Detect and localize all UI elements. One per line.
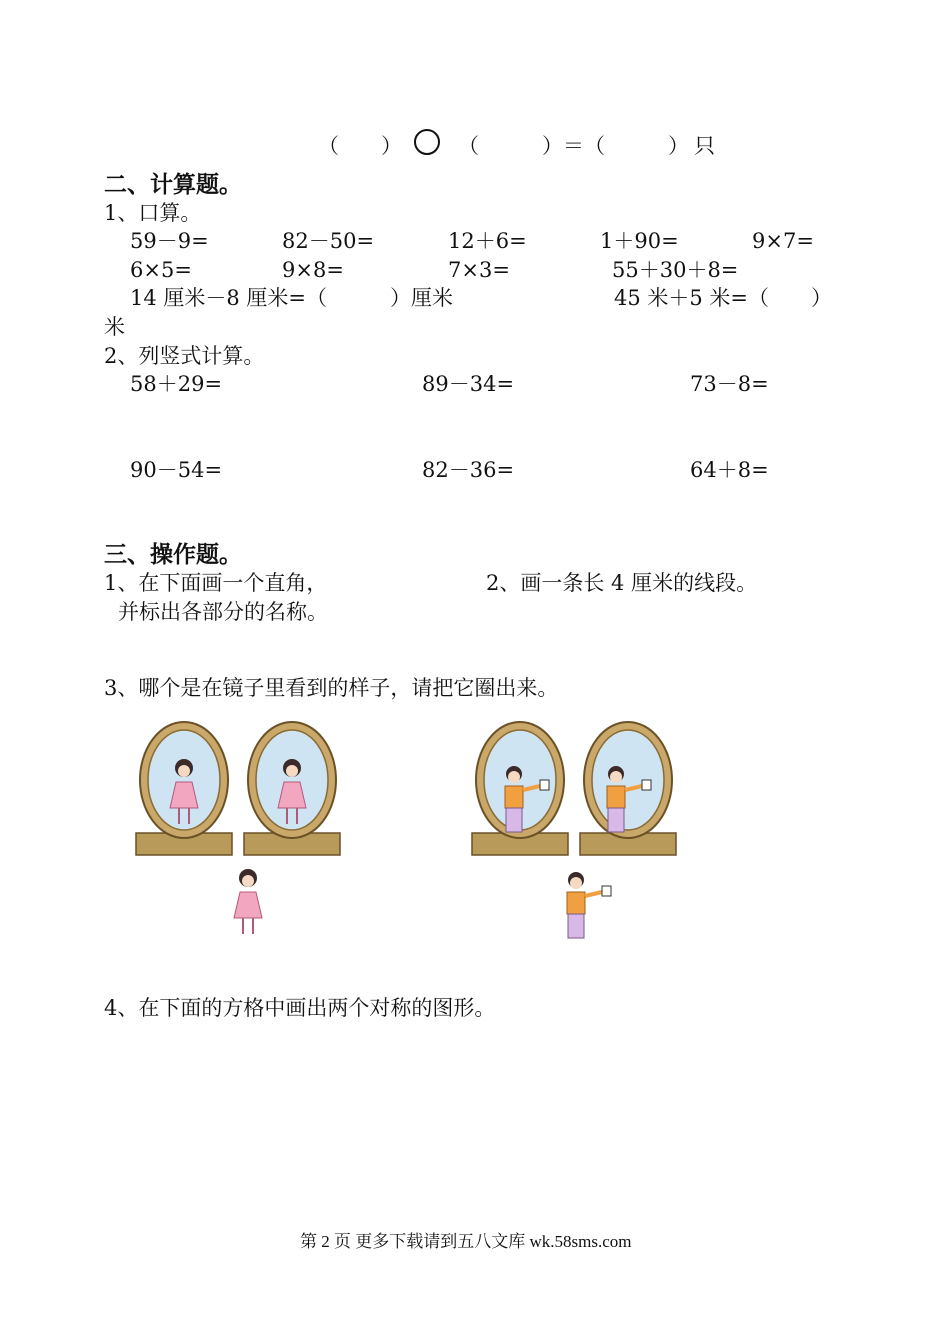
girl-mirrors-illustration xyxy=(130,718,360,950)
q1-right-angle-2: 并标出各部分的名称。 xyxy=(118,600,328,624)
oral-item: 1＋90= xyxy=(600,229,679,253)
girl-figure xyxy=(234,869,262,934)
oral-item-length: 14 厘米－8 厘米=（ ）厘米 xyxy=(130,286,454,310)
q2-line-segment: 2、画一条长 4 厘米的线段。 xyxy=(486,571,758,595)
q3-mirror: 3、哪个是在镜子里看到的样子，请把它圈出来。 xyxy=(104,676,559,700)
oral-item: 7×3= xyxy=(448,258,510,282)
oral-item: 6×5= xyxy=(130,258,192,282)
boy-mirrors-illustration xyxy=(466,718,686,950)
oral-item: 55＋30＋8= xyxy=(612,258,739,282)
compare-circle xyxy=(414,129,440,155)
oral-item: 12＋6= xyxy=(448,229,527,253)
q1-label: 1、口算。 xyxy=(104,201,202,225)
vertical-item: 90－54= xyxy=(130,458,223,482)
blank-1: （ ） xyxy=(318,134,402,158)
boy-figure xyxy=(567,872,611,938)
oral-item: 9×7= xyxy=(752,229,814,253)
mirror-4[interactable] xyxy=(580,722,676,855)
q2-label: 2、列竖式计算。 xyxy=(104,344,265,368)
mirror-3[interactable] xyxy=(472,722,568,855)
vertical-item: 58＋29= xyxy=(130,372,223,396)
blank-2: （ ）＝（ ） xyxy=(458,134,689,158)
q4-symmetry: 4、在下面的方格中画出两个对称的图形。 xyxy=(104,996,496,1020)
vertical-item: 64＋8= xyxy=(690,458,769,482)
vertical-item: 89－34= xyxy=(422,372,515,396)
oral-item: 82－50= xyxy=(282,229,375,253)
mirror-2[interactable] xyxy=(244,722,340,855)
unit-mi: 米 xyxy=(104,315,125,339)
mirror-1[interactable] xyxy=(136,722,232,855)
section-2-title: 二、计算题。 xyxy=(104,172,242,198)
vertical-item: 73－8= xyxy=(690,372,769,396)
section-3-title: 三、操作题。 xyxy=(104,542,242,568)
unit-zhi: 只 xyxy=(694,134,715,158)
q1-right-angle: 1、在下面画一个直角， xyxy=(104,571,328,595)
oral-item: 59－9= xyxy=(130,229,209,253)
page-footer: 第 2 页 更多下载请到五八文库 wk.58sms.com xyxy=(300,1232,632,1251)
oral-item-meters: 45 米＋5 米=（ ） xyxy=(614,286,833,310)
vertical-item: 82－36= xyxy=(422,458,515,482)
oral-item: 9×8= xyxy=(282,258,344,282)
